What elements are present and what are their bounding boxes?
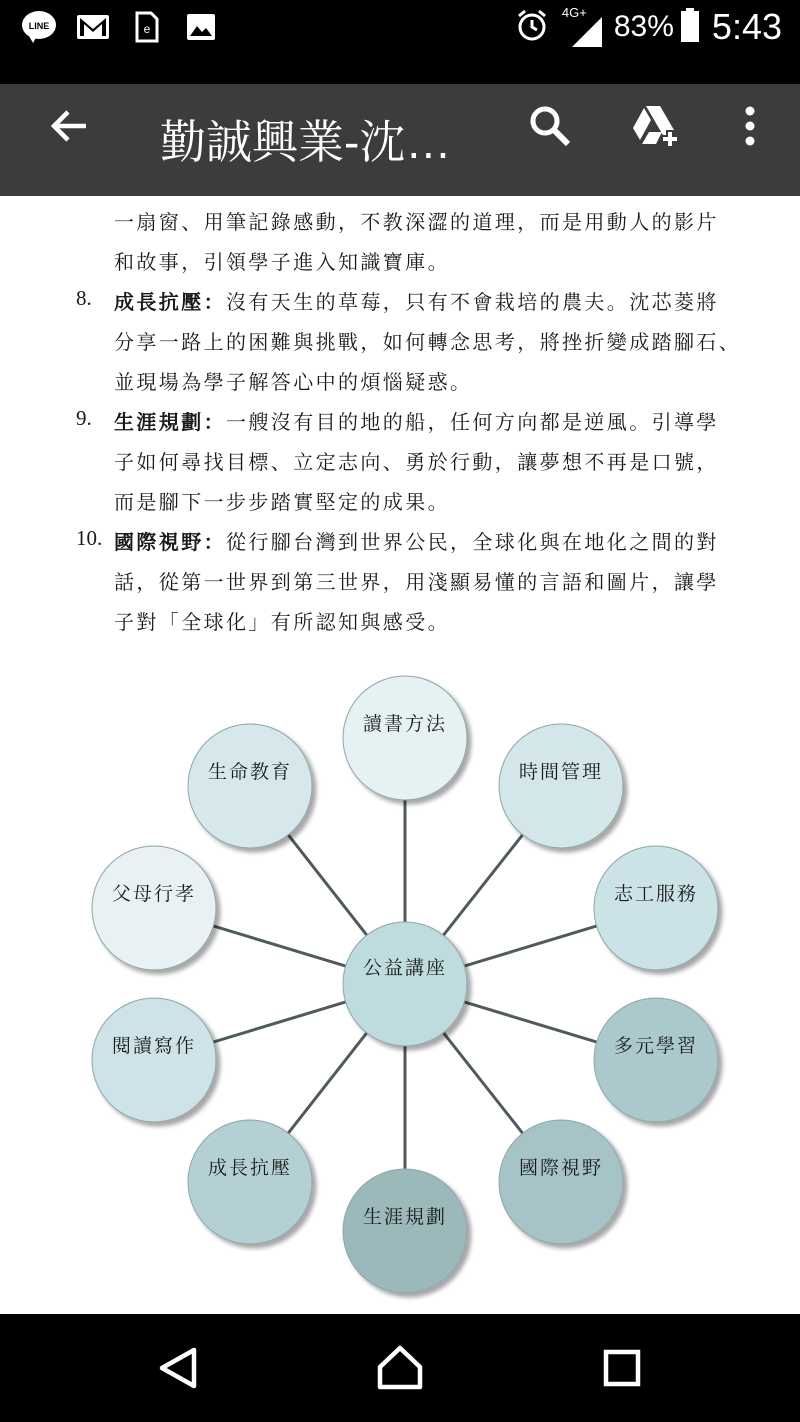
item-term: 成長抗壓： [114, 290, 226, 314]
diagram-node [188, 724, 312, 848]
document-page[interactable] [0, 196, 800, 1314]
back-triangle-icon[interactable] [148, 1338, 208, 1398]
node-circle [188, 724, 312, 848]
page-title: 勤誠興業-沈… [160, 116, 452, 168]
text-line: 一扇窗、用筆記錄感動，不教深澀的道理，而是用動人的影片 [114, 210, 719, 234]
app-bar [0, 84, 800, 196]
recents-icon[interactable] [592, 1338, 652, 1398]
clock: 5:43 [711, 6, 782, 47]
text-line: 分享一路上的困難與挑戰，如何轉念思考，將挫折變成踏腳石、 [114, 330, 742, 354]
sim-icon [128, 8, 166, 46]
text-line: 並現場為學子解答心中的煩惱疑惑。 [114, 370, 473, 394]
diagram-node [92, 846, 216, 970]
battery-icon [680, 7, 700, 47]
node-circle [92, 998, 216, 1122]
status-spacer [0, 58, 800, 84]
text-line: 子如何尋找目標、立定志向、勇於行動，讓夢想不再是口號， [114, 450, 719, 474]
svg-text:e: e [143, 22, 151, 36]
text-line: 和故事，引領學子進入知識寶庫。 [114, 250, 450, 274]
signal-icon [562, 7, 604, 47]
node-label: 成長抗壓 [207, 1157, 293, 1179]
node-circle [594, 998, 718, 1122]
status-bar [0, 0, 800, 58]
lecture-topics-diagram [0, 196, 800, 1314]
text-line: 沒有天生的草莓，只有不會栽培的農夫。沈芯菱將 [226, 290, 719, 314]
item-term: 生涯規劃： [114, 410, 226, 434]
node-circle [594, 846, 718, 970]
node-label: 讀書方法 [362, 713, 448, 735]
navigation-bar [0, 1314, 800, 1422]
diagram-node [594, 846, 718, 970]
network-type: 4G+ [561, 5, 587, 20]
search-icon[interactable] [518, 94, 582, 158]
diagram-center [343, 922, 467, 1046]
diagram-node [188, 1120, 312, 1244]
home-icon[interactable] [370, 1338, 430, 1398]
diagram-node [92, 998, 216, 1122]
text-line: 子對「全球化」有所認知與感受。 [114, 610, 450, 634]
node-label: 生涯規劃 [362, 1206, 448, 1228]
node-circle [499, 1120, 623, 1244]
node-label: 多元學習 [613, 1035, 699, 1057]
node-label: 國際視野 [518, 1157, 604, 1179]
node-label: 生命教育 [207, 761, 293, 783]
node-circle [92, 846, 216, 970]
gmail-icon [74, 8, 112, 46]
alarm-icon [514, 7, 550, 47]
item-number: 10. [76, 526, 103, 550]
center-circle [343, 922, 467, 1046]
battery-percent: 83% [613, 10, 674, 43]
text-line: 話，從第一世界到第三世界，用淺顯易懂的言語和圖片，讓學 [114, 570, 719, 594]
diagram-node [594, 998, 718, 1122]
text-line: 從行腳台灣到世界公民，全球化與在地化之間的對 [226, 530, 719, 554]
item-number: 9. [76, 406, 92, 430]
center-label: 公益講座 [362, 957, 448, 979]
node-label: 志工服務 [613, 883, 699, 905]
node-circle [343, 1169, 467, 1293]
gallery-icon [182, 8, 220, 46]
node-label: 父母行孝 [111, 883, 197, 905]
diagram-node [499, 1120, 623, 1244]
more-vert-icon[interactable] [718, 94, 782, 158]
node-circle [499, 724, 623, 848]
node-label: 閱讀寫作 [111, 1035, 197, 1057]
item-number: 8. [76, 286, 92, 310]
text-line: 一艘沒有目的地的船，任何方向都是逆風。引導學 [226, 410, 719, 434]
diagram-node [499, 724, 623, 848]
diagram-node [343, 1169, 467, 1293]
node-label: 時間管理 [518, 761, 604, 783]
line-icon [20, 8, 58, 46]
back-arrow-icon[interactable] [38, 94, 102, 158]
node-circle [343, 676, 467, 800]
item-term: 國際視野： [114, 530, 226, 554]
diagram-node [343, 676, 467, 800]
node-circle [188, 1120, 312, 1244]
drive-add-icon[interactable] [624, 94, 688, 158]
text-line: 而是腳下一步步踏實堅定的成果。 [114, 490, 450, 514]
svg-text:LINE: LINE [28, 21, 50, 31]
